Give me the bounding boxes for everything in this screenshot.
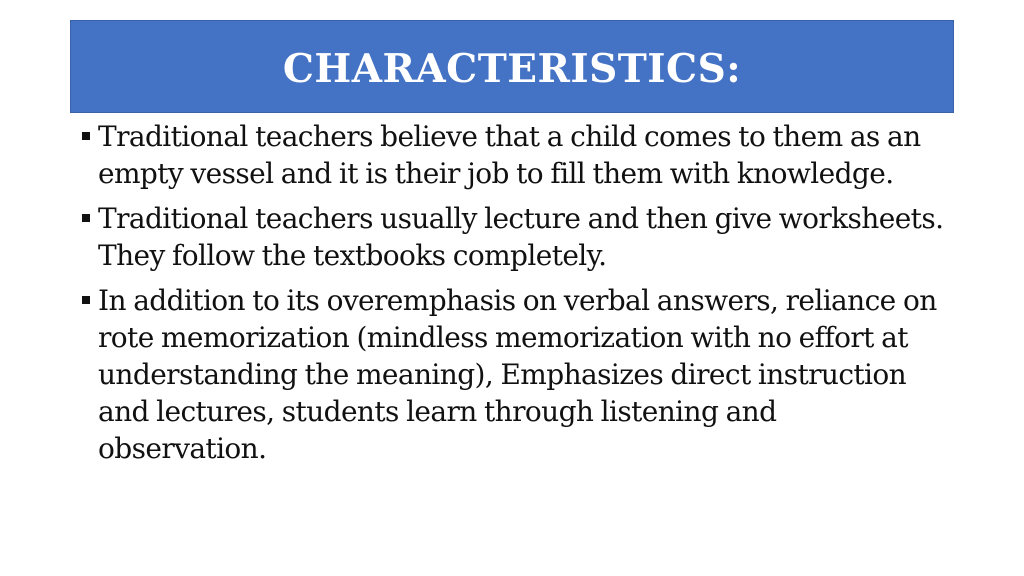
bullet-text: Traditional teachers believe that a child comes to them as an empty vessel and it is their job to fill them with knowledge. [98, 120, 921, 190]
square-bullet-icon [82, 296, 90, 304]
slide-title: CHARACTERISTICS: [282, 45, 742, 92]
bullet-item [78, 200, 948, 274]
bullet-item [78, 118, 948, 192]
title-banner [70, 20, 954, 113]
square-bullet-icon [82, 214, 90, 222]
bullet-item [78, 282, 948, 467]
bullet-text: In addition to its overemphasis on verbal answers, reliance on rote memorization (mindless memorization with no effort at understanding the meaning), Emphasizes direct instruction and lectures, students learn through listening and observation. [98, 284, 937, 465]
bullet-text: Traditional teachers usually lecture and then give worksheets. They follow the textbooks completely. [98, 202, 944, 272]
bullet-list [78, 118, 948, 475]
square-bullet-icon [82, 132, 90, 140]
